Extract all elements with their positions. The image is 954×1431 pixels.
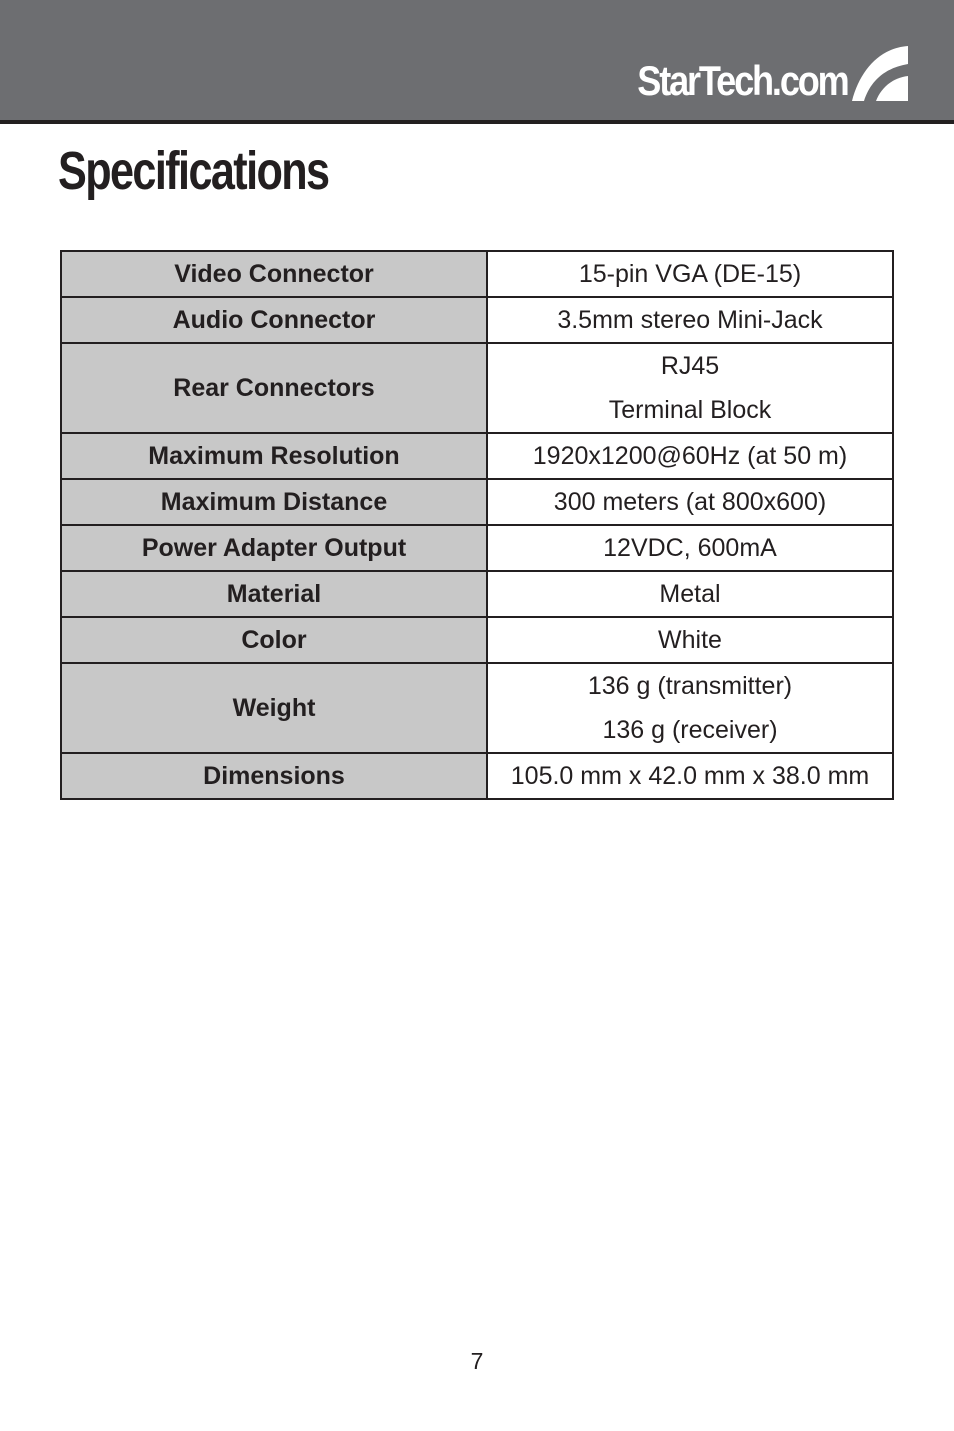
spec-value [487, 433, 893, 479]
spec-row-rear-connectors [61, 343, 893, 433]
spec-value [487, 343, 893, 433]
spec-row-audio-connector [61, 297, 893, 343]
spec-label: Audio Connector [61, 297, 487, 343]
spec-value-line: Metal [659, 580, 721, 608]
spec-value-line: 1920x1200@60Hz (at 50 m) [532, 442, 848, 470]
spec-label: Maximum Resolution [61, 433, 487, 479]
specifications-table [60, 250, 894, 800]
spec-row-maximum-distance [61, 479, 893, 525]
spec-label: Color [61, 617, 487, 663]
page-title: Specifications [58, 141, 329, 201]
page-number: 7 [470, 1348, 484, 1374]
spec-value-line: 15-pin VGA (DE-15) [578, 260, 802, 288]
spec-value-line: 3.5mm stereo Mini-Jack [557, 306, 823, 334]
spec-value-line: RJ45 [660, 352, 720, 380]
spec-row-dimensions [61, 753, 893, 799]
spec-value [487, 297, 893, 343]
spec-value [487, 525, 893, 571]
spec-row-video-connector [61, 251, 893, 297]
spec-value [487, 617, 893, 663]
spec-value [487, 571, 893, 617]
header-rule [0, 120, 954, 124]
spec-value-line: 300 meters (at 800x600) [553, 488, 827, 516]
spec-value-line: 136 g (transmitter) [587, 672, 793, 700]
spec-row-power-adapter-output [61, 525, 893, 571]
spec-label: Maximum Distance [61, 479, 487, 525]
spec-value [487, 251, 893, 297]
startech-logo [603, 44, 910, 104]
spec-value [487, 753, 893, 799]
spec-value-line: 136 g (receiver) [602, 716, 778, 744]
spec-label: Dimensions [61, 753, 487, 799]
spec-label: Material [61, 571, 487, 617]
spec-value-line: Terminal Block [608, 396, 772, 424]
spec-value-line: 12VDC, 600mA [603, 534, 777, 562]
spec-row-color [61, 617, 893, 663]
spec-value [487, 663, 893, 753]
spec-label: Weight [61, 663, 487, 753]
spec-row-material [61, 571, 893, 617]
spec-value-line: White [658, 626, 722, 654]
spec-row-weight [61, 663, 893, 753]
logo-text: StarTech.com [637, 57, 848, 104]
logo-swoosh-icon [850, 44, 910, 104]
spec-label: Power Adapter Output [61, 525, 487, 571]
spec-value [487, 479, 893, 525]
spec-label: Video Connector [61, 251, 487, 297]
spec-row-maximum-resolution [61, 433, 893, 479]
spec-label: Rear Connectors [61, 343, 487, 433]
spec-value-line: 105.0 mm x 42.0 mm x 38.0 mm [510, 762, 870, 790]
